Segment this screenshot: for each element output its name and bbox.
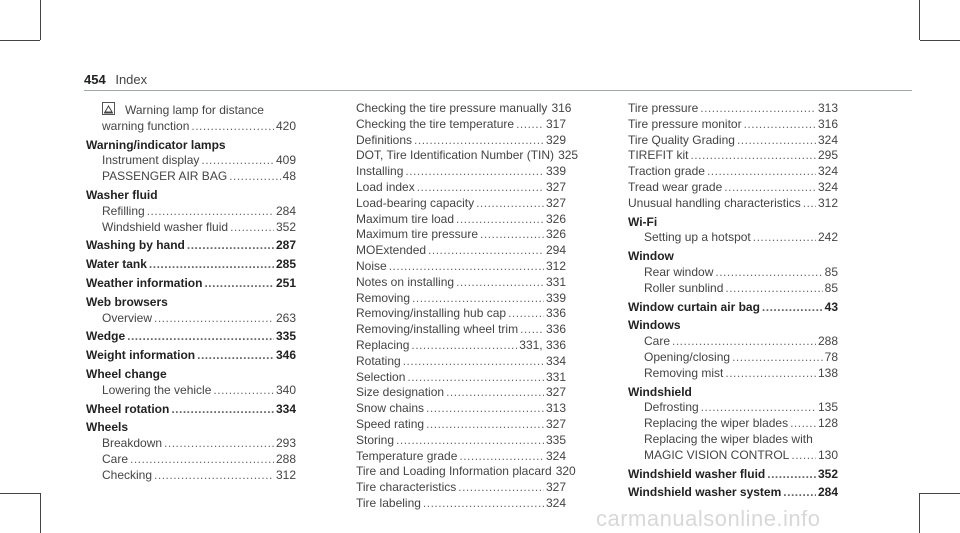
index-entry [628, 432, 838, 448]
leader-dots [724, 180, 816, 196]
page-ref: 263 [275, 310, 296, 325]
entry-text: Replacing the wiper blades [644, 416, 789, 431]
index-entry[interactable] [356, 433, 566, 449]
entry-text: Installing [356, 164, 404, 179]
page-ref: 288 [275, 451, 296, 466]
index-entry[interactable] [356, 117, 566, 133]
leader-dots [737, 133, 816, 149]
entry-text: Rotating [356, 353, 401, 368]
page-ref: 284 [275, 203, 296, 218]
leader-dots [744, 117, 816, 133]
page-ref: 78 [824, 349, 838, 364]
index-entry[interactable] [356, 306, 566, 322]
page-ref: 335 [545, 432, 566, 447]
index-entry[interactable] [86, 452, 296, 468]
header-rule [84, 90, 912, 91]
page-ref: 242 [817, 230, 838, 245]
leader-dots [516, 117, 544, 133]
entry-text: Tire pressure monitor [628, 116, 742, 131]
index-entry[interactable] [628, 230, 838, 246]
index-column-1 [86, 101, 296, 484]
page-ref: 284 [817, 485, 838, 500]
leader-dots [790, 416, 816, 432]
leader-dots [753, 230, 816, 246]
page-ref: 334 [545, 353, 566, 368]
crop-mark [0, 493, 40, 494]
index-entry[interactable] [86, 220, 296, 236]
index-entry[interactable] [86, 329, 296, 345]
page-ref: 334 [275, 401, 296, 416]
entry-text: Checking the tire temperature [356, 116, 515, 131]
page-ref: 329 [545, 132, 566, 147]
index-entry[interactable] [86, 276, 296, 292]
page-ref: 312 [275, 467, 296, 482]
entry-text: Load index [356, 179, 415, 194]
page-ref: 331, 336 [519, 337, 566, 352]
index-entry[interactable] [356, 449, 566, 465]
entry-text: Windshield washer system [628, 485, 782, 500]
entry-text: PASSENGER AIR BAG [102, 169, 228, 184]
index-entry[interactable] [356, 464, 576, 480]
leader-dots [417, 180, 544, 196]
entry-text: Care [102, 451, 129, 466]
entry-text: Unusual handling characteristics [628, 195, 801, 210]
page-ref: 331 [545, 274, 566, 289]
index-entry[interactable] [356, 243, 566, 259]
index-entry[interactable] [356, 385, 566, 401]
index-entry[interactable] [86, 257, 296, 273]
entry-text: Speed rating [356, 416, 425, 431]
page-ref: 327 [545, 195, 566, 210]
entry-text: Tire pressure [628, 101, 699, 115]
index-entry [86, 138, 296, 154]
page-ref: 336 [545, 306, 566, 321]
leader-dots [725, 281, 822, 297]
index-entry[interactable] [86, 204, 296, 220]
page-header [84, 72, 147, 87]
leader-dots [389, 259, 544, 275]
leader-dots [154, 311, 274, 327]
entry-text: Wedge [86, 329, 126, 344]
index-entry[interactable] [86, 311, 296, 327]
crop-mark [920, 40, 960, 41]
index-entry[interactable] [86, 119, 296, 135]
index-entry[interactable] [356, 496, 566, 512]
index-entry[interactable] [356, 354, 566, 370]
page-ref: 336 [545, 322, 566, 337]
index-entry[interactable] [86, 153, 296, 169]
crop-mark [919, 0, 920, 40]
entry-text: Tire labeling [356, 495, 421, 510]
entry-text: Checking the tire pressure manually [356, 101, 548, 115]
index-entry [628, 215, 838, 231]
entry-text: Warning/indicator lamps [86, 137, 226, 152]
entry-text: Snow chains [356, 401, 425, 416]
page-ref: 326 [545, 227, 566, 242]
page-ref: 327 [545, 179, 566, 194]
watermark[interactable]: carmanualsonline.info [596, 506, 821, 531]
leader-dots [164, 436, 274, 452]
page-ref: 312 [545, 258, 566, 273]
index-entry[interactable] [356, 133, 566, 149]
leader-dots [154, 468, 274, 484]
page-ref: 313 [817, 101, 838, 115]
index-entry[interactable] [628, 196, 838, 212]
index-column-2 [356, 101, 579, 512]
leader-dots [725, 366, 816, 382]
index-entry[interactable] [628, 416, 838, 432]
crop-mark [40, 493, 41, 533]
entry-text: Wi-Fi [628, 214, 658, 229]
index-entry[interactable] [628, 366, 838, 382]
entry-text: Care [644, 334, 671, 349]
page-ref: 138 [817, 365, 838, 380]
leader-dots [456, 212, 544, 228]
entry-text: Replacing [356, 337, 410, 352]
leader-dots [508, 306, 544, 322]
index-entry[interactable] [628, 101, 838, 117]
entry-text: Washing by hand [86, 238, 185, 253]
leader-dots [767, 467, 816, 483]
leader-dots [229, 169, 280, 185]
page-ref: 316 [817, 116, 838, 131]
leader-dots [191, 119, 274, 135]
leader-dots [707, 164, 816, 180]
entry-text: Web browsers [86, 294, 168, 309]
index-entry[interactable] [356, 322, 566, 338]
leader-dots [412, 291, 544, 307]
index-entry[interactable] [86, 383, 296, 399]
leader-dots [213, 383, 274, 399]
index-entry[interactable] [356, 417, 566, 433]
index-entry[interactable] [628, 300, 838, 316]
page-number: 454 [84, 72, 106, 87]
entry-text: Temperature grade [356, 448, 458, 463]
leader-dots [428, 243, 544, 259]
index-entry[interactable] [628, 265, 838, 281]
entry-text: Tire Quality Grading [628, 132, 735, 147]
leader-dots [458, 480, 544, 496]
page-ref: 324 [545, 495, 566, 510]
index-entry[interactable] [628, 350, 838, 366]
index-entry[interactable] [356, 338, 566, 354]
entry-text: Washer fluid [86, 187, 158, 202]
page-ref: 326 [545, 211, 566, 226]
leader-dots [701, 400, 816, 416]
page-ref: 85 [824, 264, 838, 279]
leader-dots [405, 164, 544, 180]
leader-dots [149, 257, 274, 273]
crop-mark [920, 493, 960, 494]
entry-text: Setting up a hotspot [644, 230, 751, 245]
entry-text: Windshield [628, 384, 692, 399]
page-ref: 316 [551, 101, 572, 115]
entry-text: MOExtended [356, 243, 427, 258]
page-ref: 339 [545, 164, 566, 179]
leader-dots [396, 433, 544, 449]
page-ref: 324 [817, 132, 838, 147]
index-entry[interactable] [628, 467, 838, 483]
entry-text: Warning lamp for distance [125, 103, 264, 117]
page-ref: 324 [817, 179, 838, 194]
leader-dots [201, 153, 274, 169]
entry-text: Window [628, 249, 674, 264]
page-ref: 420 [275, 118, 296, 133]
entry-text: Wheels [86, 420, 129, 435]
page-ref: 324 [545, 448, 566, 463]
entry-text: Instrument display [102, 153, 200, 168]
entry-text: Rear window [644, 264, 714, 279]
index-entry[interactable] [356, 480, 566, 496]
leader-dots [197, 348, 274, 364]
entry-text: Checking [102, 467, 153, 482]
section-title: Index [115, 72, 148, 87]
index-entry [86, 295, 296, 311]
index-entry[interactable] [628, 334, 838, 350]
leader-dots [803, 196, 816, 212]
index-entry [86, 101, 296, 119]
leader-dots [423, 496, 544, 512]
entry-text: Load-bearing capacity [356, 195, 475, 210]
page-ref: 352 [817, 466, 838, 481]
index-entry[interactable] [628, 117, 838, 133]
leader-dots [791, 448, 816, 464]
entry-text: Breakdown [102, 436, 163, 451]
leader-dots [446, 385, 544, 401]
entry-text: Opening/closing [644, 349, 731, 364]
leader-dots [426, 417, 544, 433]
entry-text: Storing [356, 432, 395, 447]
page-ref: 327 [545, 416, 566, 431]
page-ref: 339 [545, 290, 566, 305]
entry-text: Windshield washer fluid [102, 219, 229, 234]
index-entry[interactable] [356, 401, 566, 417]
distance-warning-lamp-icon [102, 102, 115, 115]
index-entry[interactable] [356, 180, 566, 196]
index-entry[interactable] [628, 400, 838, 416]
leader-dots [147, 204, 274, 220]
index-entry[interactable] [628, 180, 838, 196]
leader-dots [171, 402, 274, 418]
index-entry[interactable] [86, 238, 296, 254]
leader-dots [520, 322, 544, 338]
page-ref: 327 [545, 385, 566, 400]
entry-text: Defrosting [644, 400, 699, 415]
leader-dots [204, 276, 274, 292]
leader-dots [715, 265, 822, 281]
index-entry [86, 420, 296, 436]
leader-dots [732, 350, 823, 366]
page-ref: 43 [824, 299, 838, 314]
page-ref: 287 [275, 238, 296, 253]
entry-text: Tire and Loading Information placard [356, 464, 552, 479]
entry-text: Removing mist [644, 365, 724, 380]
page-ref: 294 [545, 243, 566, 258]
leader-dots [130, 452, 274, 468]
entry-text: Lowering the vehicle [102, 382, 212, 397]
entry-text: Tread wear grade [628, 179, 723, 194]
index-entry[interactable] [356, 259, 566, 275]
page-ref: 317 [545, 116, 566, 131]
entry-text: Windshield washer fluid [628, 466, 766, 481]
page-ref: 128 [817, 416, 838, 431]
index-entry[interactable] [628, 148, 838, 164]
page-ref: 312 [817, 195, 838, 210]
entry-text: Refilling [102, 203, 145, 218]
entry-text: Removing/installing hub cap [356, 306, 507, 321]
entry-text: TIREFIT kit [628, 148, 689, 163]
page-ref: 85 [824, 280, 838, 295]
index-column-3 [628, 101, 838, 501]
index-entry[interactable] [356, 196, 566, 212]
index-entry[interactable] [86, 169, 296, 185]
page-ref: 288 [817, 334, 838, 349]
leader-dots [187, 238, 274, 254]
index-entry [86, 188, 296, 204]
entry-text: Size designation [356, 385, 445, 400]
index-entry[interactable] [356, 164, 566, 180]
page-ref: 327 [545, 480, 566, 495]
entry-text: Weather information [86, 275, 203, 290]
index-entry[interactable] [86, 348, 296, 364]
entry-text: Maximum tire pressure [356, 227, 479, 242]
entry-text: Tire characteristics [356, 480, 457, 495]
entry-text: Maximum tire load [356, 211, 455, 226]
entry-text: Weight information [86, 348, 196, 363]
leader-dots [414, 133, 544, 149]
entry-text: Wheel rotation [86, 401, 170, 416]
page-ref: 295 [817, 148, 838, 163]
page-ref: 135 [817, 400, 838, 415]
entry-text: Definitions [356, 132, 413, 147]
index-entry[interactable] [86, 468, 296, 484]
crop-mark [919, 493, 920, 533]
page-ref: 251 [275, 275, 296, 290]
page-ref: 325 [558, 148, 579, 163]
index-entry[interactable] [356, 275, 566, 291]
page-ref: 346 [275, 348, 296, 363]
index-entry[interactable] [628, 448, 838, 464]
index-entry[interactable] [628, 485, 838, 501]
crop-mark [0, 40, 40, 41]
entry-text: Overview [102, 310, 153, 325]
entry-text: Roller sunblind [644, 280, 724, 295]
crop-mark [40, 0, 41, 40]
leader-dots [476, 196, 544, 212]
page-ref: 313 [545, 401, 566, 416]
leader-dots [783, 485, 816, 501]
leader-dots [700, 101, 816, 117]
entry-text: Replacing the wiper blades with [644, 431, 813, 446]
index-entry[interactable] [628, 281, 838, 297]
entry-text: DOT, Tire Identification Number (TIN) [356, 148, 555, 163]
entry-text: Windows [628, 318, 681, 333]
page-ref: 409 [275, 153, 296, 168]
index-entry[interactable] [356, 148, 579, 164]
leader-dots [127, 329, 274, 345]
entry-text: Removing/installing wheel trim [356, 322, 519, 337]
leader-dots [672, 334, 816, 350]
index-entry [628, 318, 838, 334]
page-ref: 335 [275, 329, 296, 344]
index-entry[interactable] [86, 436, 296, 452]
page-ref: 320 [555, 464, 576, 479]
entry-text: MAGIC VISION CONTROL [644, 447, 790, 462]
index-entry [86, 367, 296, 383]
leader-dots [411, 338, 517, 354]
page-ref: 340 [275, 382, 296, 397]
entry-text: Window curtain air bag [628, 299, 760, 314]
index-entry[interactable] [356, 101, 572, 117]
page-ref: 331 [545, 369, 566, 384]
page-ref: 285 [275, 257, 296, 272]
index-entry[interactable] [628, 164, 838, 180]
entry-text: Selection [356, 369, 406, 384]
index-entry[interactable] [356, 227, 566, 243]
leader-dots [403, 354, 544, 370]
entry-text: Wheel change [86, 366, 167, 381]
entry-text: Removing [356, 290, 411, 305]
page-ref: 352 [275, 219, 296, 234]
index-entry[interactable] [356, 291, 566, 307]
leader-dots [762, 300, 823, 316]
leader-dots [459, 449, 544, 465]
index-entry[interactable] [628, 133, 838, 149]
leader-dots [230, 220, 274, 236]
index-entry[interactable] [356, 370, 566, 386]
leader-dots [456, 275, 544, 291]
leader-dots [480, 227, 544, 243]
entry-text: warning function [102, 118, 190, 133]
entry-text: Water tank [86, 257, 147, 272]
page-ref: 293 [275, 436, 296, 451]
entry-text: Notes on installing [356, 274, 455, 289]
leader-dots [690, 148, 816, 164]
index-entry [628, 249, 838, 265]
entry-text: Traction grade [628, 164, 705, 179]
leader-dots [407, 370, 544, 386]
index-entry[interactable] [356, 212, 566, 228]
index-entry [628, 385, 838, 401]
page-ref: 48 [282, 169, 296, 184]
entry-text: Noise [356, 258, 387, 273]
page-ref: 324 [817, 164, 838, 179]
page-ref: 130 [817, 447, 838, 462]
index-entry[interactable] [86, 402, 296, 418]
leader-dots [426, 401, 544, 417]
